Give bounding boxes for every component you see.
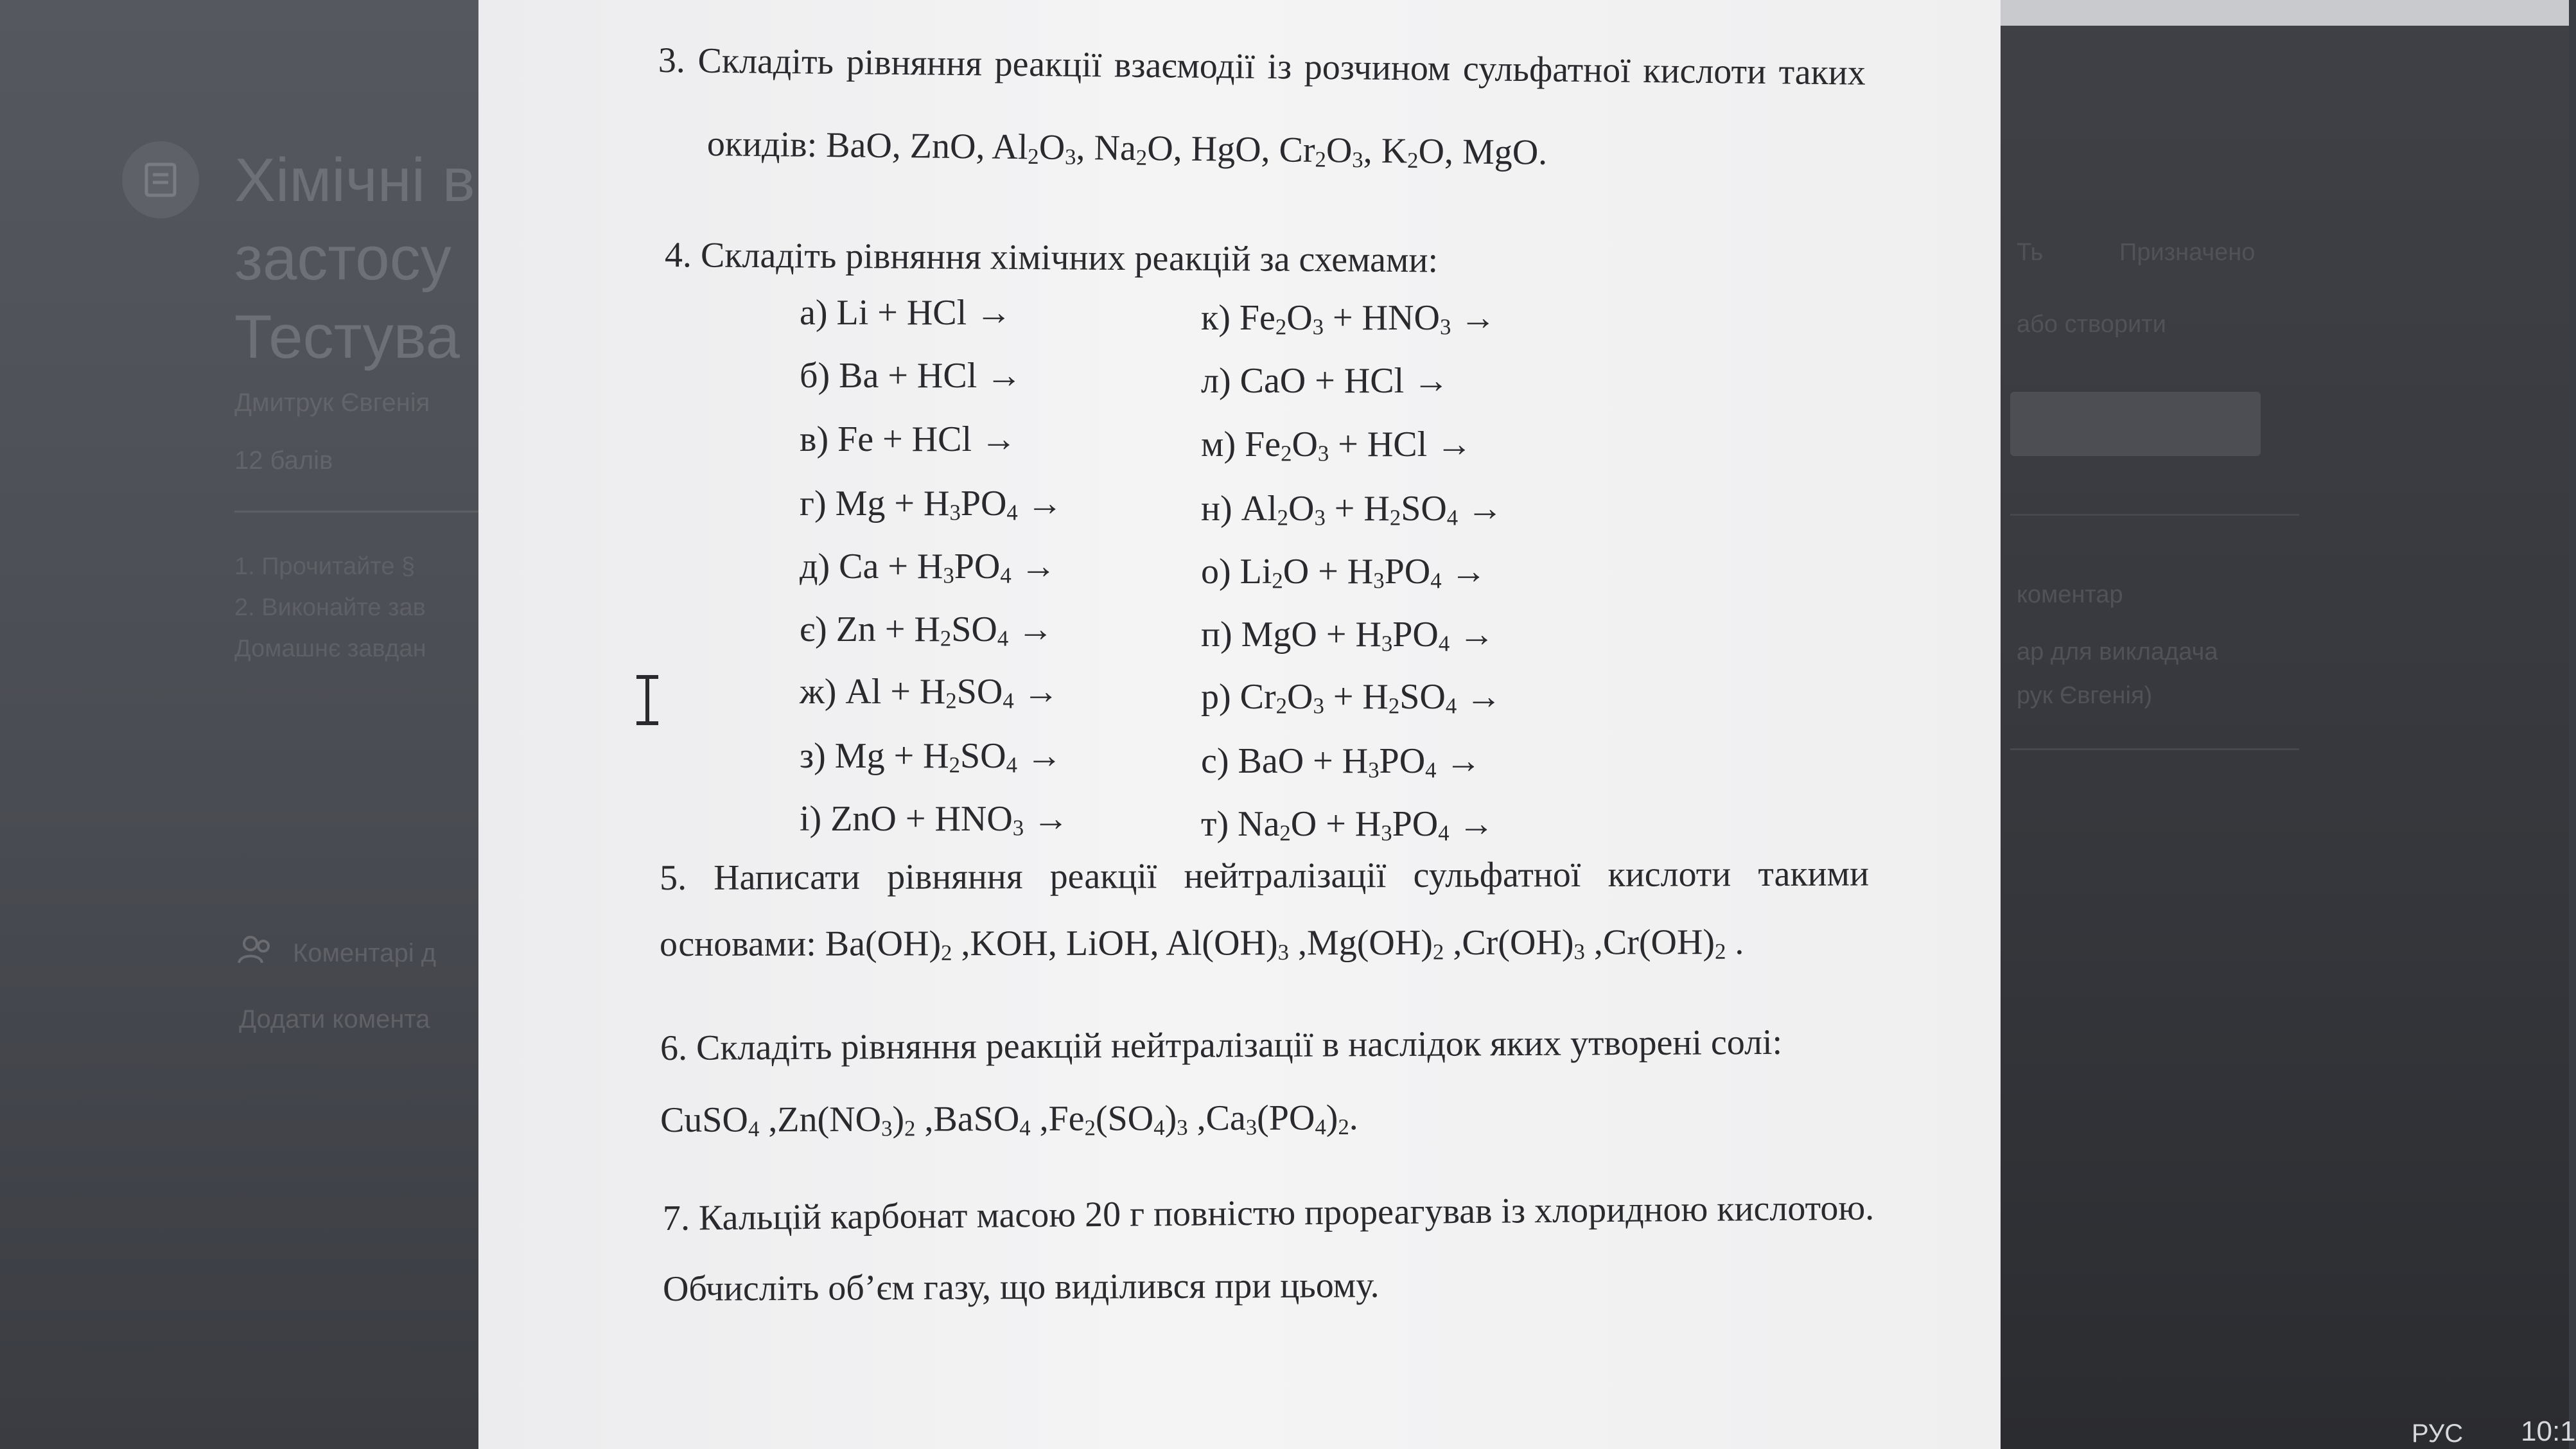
reaction-right [1201, 551, 1487, 592]
reaction-label: т) [1201, 804, 1238, 844]
task6-line2 [660, 1097, 1358, 1141]
formula-subscript: 3 [1317, 441, 1329, 466]
formula-subscript: 3 [1381, 820, 1392, 846]
formula-text: PO [954, 547, 1001, 586]
formula-text [1442, 552, 1451, 592]
task3-line2 [707, 123, 1548, 173]
reaction-right [1201, 360, 1449, 401]
end-mark: . [1349, 1098, 1358, 1138]
formula-subscript: 2 [1028, 143, 1039, 170]
assignment-instructions [234, 546, 478, 669]
formula-text: Fe [1239, 298, 1275, 338]
divider [2010, 514, 2299, 516]
separator: , [1288, 923, 1308, 963]
formula-text: MgO [1462, 132, 1539, 173]
formula-text: O [1326, 130, 1353, 171]
formula-text: Al + H [845, 672, 946, 712]
formula-text: Mg(OH) [1306, 922, 1433, 963]
arrow-icon: → [1460, 298, 1496, 338]
formula-subscript: 2 [1389, 505, 1401, 531]
separator: , [915, 1099, 934, 1139]
formula-text [1457, 677, 1466, 717]
formula-text: Li + HCl [836, 293, 976, 333]
formula-text: O [1292, 425, 1318, 464]
language-indicator[interactable]: РУС [2412, 1419, 2464, 1448]
formula-text: Al [992, 127, 1028, 168]
separator: , [952, 924, 970, 964]
arrow-icon: → [986, 356, 1022, 396]
reaction-left [800, 546, 1056, 587]
formula-subscript: 4 [1445, 693, 1457, 719]
assignment-title-line: Тестува [234, 303, 460, 371]
instruction-item[interactable]: Домашнє завдан [234, 635, 426, 662]
reaction-right [1201, 297, 1496, 338]
formula-text: Zn + H [836, 610, 940, 649]
formula-text: O [1288, 489, 1315, 529]
formula-subscript: 2 [1715, 938, 1726, 964]
formula-subscript: 3 [881, 1116, 893, 1141]
formula-text: BaO [825, 125, 893, 166]
formula-subscript: 3 [949, 500, 961, 525]
formula-text: + H [1324, 677, 1389, 717]
arrow-icon: → [1467, 489, 1503, 529]
task6-line1: 6. Складіть рівняння реакцій нейтралізації в наслідок яких утворені солі: [660, 1022, 1783, 1068]
formula-subscript: 3 [1381, 631, 1393, 656]
word: розчином [1304, 47, 1451, 89]
formula-subscript: 2 [940, 626, 952, 651]
formula-text: (PO [1257, 1098, 1315, 1138]
people-icon [238, 935, 274, 972]
arrow-icon: → [1459, 615, 1495, 654]
formula-text: + HCl [1329, 425, 1437, 464]
reaction-right [1201, 676, 1502, 717]
reaction-label: в) [800, 419, 838, 459]
formula-subscript: 2 [949, 752, 960, 778]
separator: , [759, 1100, 778, 1140]
arrow-icon: → [1413, 361, 1450, 401]
clock[interactable]: 10:1 [2521, 1416, 2576, 1447]
formula-text: O [1287, 677, 1313, 717]
arrow-icon: → [1020, 547, 1056, 586]
formula-text [1450, 615, 1459, 654]
reaction-label: з) [800, 736, 835, 776]
formula-text: PO [1392, 615, 1439, 654]
formula-text: PO [1379, 741, 1426, 781]
divider [2010, 748, 2299, 750]
task7-line1: 7. Кальцій карбонат масою 20 г повністю прореагував із хлоридною кислотою. [662, 1188, 1875, 1238]
submission-status-fragment: Ть [2017, 239, 2044, 266]
reaction-label: к) [1201, 298, 1240, 338]
formula-text [1437, 741, 1446, 781]
formula-text: SO [1399, 677, 1446, 717]
arrow-icon: → [1026, 736, 1062, 776]
formula-subscript: 2 [1135, 145, 1148, 170]
formula-text: Mg + H [834, 736, 949, 776]
formula-text: Cr(OH) [1602, 922, 1715, 963]
formula-text: CaO + HCl [1240, 361, 1414, 401]
formula-text: KOH [970, 923, 1048, 964]
submit-button[interactable] [2010, 392, 2261, 456]
word: Складіть [697, 40, 834, 82]
formula-text: BaO + H [1238, 741, 1369, 781]
separator: , [1150, 923, 1166, 963]
formula-subscript: 4 [1446, 505, 1459, 531]
formula-text [1458, 489, 1467, 529]
formula-text: SO [1401, 489, 1447, 529]
formula-subscript: 3 [1373, 568, 1385, 593]
word: із [1267, 46, 1292, 87]
task7-line2: Обчисліть об’єм газу, що виділився при цьому. [662, 1265, 1380, 1309]
assignment-author: Дмитрук Євгенія [234, 389, 430, 417]
word: такими [1758, 854, 1870, 895]
word: 5. [659, 857, 687, 898]
formula-subscript: 4 [1315, 1114, 1326, 1140]
separator: , [1076, 128, 1094, 168]
formula-text: ) [892, 1099, 905, 1139]
reaction-label: п) [1201, 615, 1241, 654]
formula-text [1018, 484, 1027, 523]
reaction-left [800, 798, 1069, 839]
formula-text: Cr [1279, 130, 1315, 170]
formula-subscript: 3 [1573, 939, 1585, 965]
separator: , [1173, 128, 1192, 169]
formula-text: Zn(NO [777, 1099, 882, 1140]
formula-subscript: 2 [1388, 693, 1400, 719]
formula-text: O + H [1283, 552, 1374, 592]
word: нейтралізації [1184, 856, 1387, 897]
teacher-name: рук Євгенія) [2017, 682, 2153, 709]
formula-subscript: 2 [904, 1116, 916, 1141]
formula-text: PO [1384, 552, 1431, 592]
word: сульфатної [1413, 854, 1581, 895]
formula-text: O [1286, 298, 1313, 338]
formula-subscript: 2 [1281, 441, 1292, 466]
word: взаємодії [1114, 45, 1256, 87]
formula-text: Al [1241, 489, 1277, 529]
task3-line1 [658, 40, 1866, 94]
formula-text: Na [1238, 804, 1280, 844]
word: 3. [658, 40, 686, 81]
formula-text: Ca + H [839, 547, 943, 586]
assignment-title [234, 141, 478, 376]
assignment-title-line: застосу [234, 224, 451, 293]
formula-subscript: 3 [943, 563, 954, 588]
formula-text: ZnO [909, 126, 976, 167]
formula-text: Na [1094, 128, 1137, 168]
reaction-right [1201, 804, 1494, 845]
formula-text: Fe [1245, 425, 1281, 464]
formula-subscript: 3 [1313, 693, 1324, 719]
formula-text [1017, 736, 1026, 776]
word: рівняння [887, 857, 1023, 897]
formula-subscript: 4 [748, 1116, 760, 1142]
separator: , [1363, 130, 1382, 171]
formula-text: ) [1164, 1098, 1177, 1139]
formula-subscript: 3 [1245, 1114, 1257, 1140]
formula-text: K [1381, 130, 1408, 171]
arrow-icon: → [981, 419, 1017, 459]
word: кислоти [1643, 51, 1767, 92]
formula-subscript: 4 [1006, 752, 1017, 778]
reaction-label: л) [1201, 361, 1240, 401]
formula-subscript: 3 [1352, 147, 1363, 173]
reaction-label: н) [1201, 489, 1241, 529]
formula-text [1008, 610, 1017, 649]
separator: , [1584, 922, 1603, 963]
formula-subscript: 2 [945, 688, 957, 714]
formula-text: ) [1326, 1098, 1338, 1138]
reaction-label: г) [800, 484, 836, 523]
word: реакції [1049, 856, 1157, 897]
formula-subscript: 4 [1019, 1115, 1031, 1141]
reaction-left [800, 355, 1022, 396]
formula-text: (SO [1095, 1098, 1154, 1139]
formula-subscript: 2 [1272, 568, 1283, 593]
task5-prefix: основами: [659, 924, 825, 964]
formula-subscript: 3 [1312, 314, 1324, 340]
separator: , [1187, 1098, 1206, 1139]
window-top-strip [1997, 0, 2569, 26]
separator: , [1261, 130, 1279, 170]
separator: , [976, 127, 992, 167]
formula-text: ZnO + HNO [830, 799, 1013, 839]
reaction-label: б) [800, 356, 839, 396]
formula-subscript: 3 [1314, 505, 1326, 531]
formula-subscript: 3 [1368, 757, 1380, 783]
word: таких [1778, 52, 1866, 93]
formula-text: + HNO [1324, 298, 1440, 338]
formula-subscript: 3 [1277, 939, 1290, 965]
reaction-label: м) [1201, 425, 1245, 464]
separator: , [1444, 922, 1462, 963]
arrow-icon: → [1445, 741, 1482, 781]
formula-subscript: 4 [1153, 1114, 1165, 1140]
formula-subscript: 4 [997, 626, 1009, 651]
formula-subscript: 4 [1000, 563, 1012, 588]
reaction-right [1201, 614, 1494, 655]
arrow-icon: → [1033, 799, 1069, 839]
formula-text: Cr [1240, 677, 1276, 717]
formula-subscript: 4 [1430, 568, 1442, 593]
formula-text: CuSO [660, 1100, 749, 1140]
submission-status: Призначено [2119, 239, 2256, 266]
formula-text: BaSO [933, 1099, 1020, 1139]
private-comment-link[interactable]: ар для викладача [2017, 638, 2218, 665]
formula-text [1450, 804, 1459, 844]
reaction-label: д) [800, 547, 839, 586]
separator: , [1444, 132, 1463, 172]
formula-text: MgO + H [1241, 615, 1381, 654]
assignment-icon [122, 141, 199, 218]
arrow-icon: → [1022, 672, 1059, 712]
formula-text [1014, 672, 1023, 712]
reaction-label: і) [800, 799, 831, 839]
formula-subscript: 2 [1432, 939, 1444, 965]
reaction-left [800, 735, 1062, 777]
formula-text: O [1038, 127, 1065, 168]
formula-text: HgO [1191, 128, 1261, 170]
formula-text: O [1418, 131, 1445, 172]
word: сульфатної [1462, 49, 1631, 91]
assignment-title-line: Хімічні в [234, 146, 475, 215]
arrow-icon: → [976, 293, 1012, 333]
formula-subscript: 2 [1275, 314, 1287, 340]
separator: , [891, 126, 911, 166]
formula-text [1451, 298, 1460, 338]
reaction-label: с) [1201, 741, 1238, 781]
task5-line2 [660, 922, 1744, 965]
add-or-create-link[interactable]: або створити [2017, 311, 2166, 338]
arrow-icon: → [1017, 610, 1054, 649]
arrow-icon: → [1458, 804, 1494, 844]
text-cursor-icon [633, 674, 662, 726]
formula-subscript: 2 [941, 940, 952, 965]
formula-subscript: 2 [1277, 505, 1288, 531]
formula-text: Al(OH) [1166, 923, 1278, 963]
instruction-item: 2. Виконайте зав [234, 594, 426, 621]
formula-text: PO [1392, 804, 1439, 844]
reaction-label: є) [800, 610, 836, 649]
formula-subscript: 4 [1438, 820, 1450, 846]
formula-subscript: 3 [1064, 144, 1076, 170]
homework-image [478, 0, 2001, 1449]
word: Написати [714, 857, 861, 898]
add-comment-link[interactable]: Додати комента [239, 1005, 430, 1033]
reaction-label: ж) [800, 672, 846, 712]
formula-text: Fe + HCl [837, 419, 981, 459]
homework-document [478, 0, 2001, 1449]
separator: , [1047, 923, 1066, 963]
formula-subscript: 2 [1338, 1114, 1349, 1139]
formula-subscript: 2 [1084, 1115, 1096, 1141]
reaction-label: о) [1201, 552, 1240, 592]
formula-text: Ba(OH) [825, 924, 942, 964]
arrow-icon: → [1436, 425, 1473, 464]
formula-subscript: 3 [1012, 815, 1024, 841]
formula-subscript: 4 [1003, 688, 1014, 714]
assignment-points: 12 балів [234, 446, 333, 475]
formula-subscript: 2 [1315, 146, 1327, 172]
classroom-right-panel [1997, 0, 2569, 1449]
formula-text: Li [1240, 552, 1272, 592]
reaction-label: а) [800, 293, 837, 333]
separator: , [1030, 1098, 1049, 1139]
formula-text: SO [951, 610, 997, 649]
formula-subscript: 2 [1275, 693, 1288, 719]
formula-subscript: 4 [1425, 757, 1437, 783]
formula-subscript: 4 [1006, 500, 1018, 525]
reaction-left [800, 419, 1017, 460]
formula-subscript: 4 [1438, 631, 1450, 656]
formula-text: Ba + HCl [839, 356, 986, 396]
task3-prefix: окидів: [706, 124, 827, 165]
end-mark: . [1538, 132, 1548, 173]
formula-text: Mg + H [835, 484, 950, 523]
reaction-right [1201, 424, 1472, 465]
formula-subscript: 3 [1177, 1114, 1188, 1140]
formula-subscript: 2 [1279, 820, 1291, 846]
reaction-right [1201, 488, 1503, 529]
task4-heading: 4. Складіть рівняння хімічних реакцій за схемами: [664, 235, 1439, 281]
arrow-icon: → [1466, 677, 1502, 717]
reaction-left [800, 671, 1059, 712]
instruction-item: 1. Прочитайте § [234, 553, 416, 580]
reaction-left [800, 292, 1012, 333]
end-mark: . [1726, 922, 1744, 963]
formula-text: LiOH [1065, 923, 1150, 963]
formula-text: + H [1325, 489, 1390, 529]
word: кислоти [1608, 854, 1731, 895]
formula-text: Cr(OH) [1462, 922, 1574, 963]
reaction-label: р) [1201, 677, 1240, 717]
word: реакції [994, 44, 1102, 85]
formula-text: Fe [1048, 1098, 1085, 1139]
formula-subscript: 3 [1439, 314, 1451, 340]
arrow-icon: → [1026, 484, 1063, 523]
task5-line1 [660, 853, 1869, 899]
formula-text: PO [960, 484, 1007, 523]
reaction-left [800, 609, 1053, 650]
formula-text: SO [956, 672, 1003, 712]
formula-text: Ca [1205, 1098, 1246, 1139]
formula-text: SO [959, 736, 1006, 776]
private-comments-heading: коментар [2017, 581, 2123, 608]
formula-text [1012, 547, 1021, 586]
comments-label: Коментарі д [293, 938, 437, 967]
divider [234, 511, 478, 513]
formula-text: O + H [1290, 804, 1381, 844]
word: рівняння [846, 42, 983, 84]
formula-text [1024, 799, 1033, 839]
formula-text: O [1146, 128, 1174, 169]
formula-subscript: 2 [1406, 148, 1419, 173]
arrow-icon: → [1450, 552, 1487, 592]
reaction-right [1201, 741, 1482, 782]
class-comments [238, 935, 482, 972]
reaction-left [800, 483, 1063, 524]
